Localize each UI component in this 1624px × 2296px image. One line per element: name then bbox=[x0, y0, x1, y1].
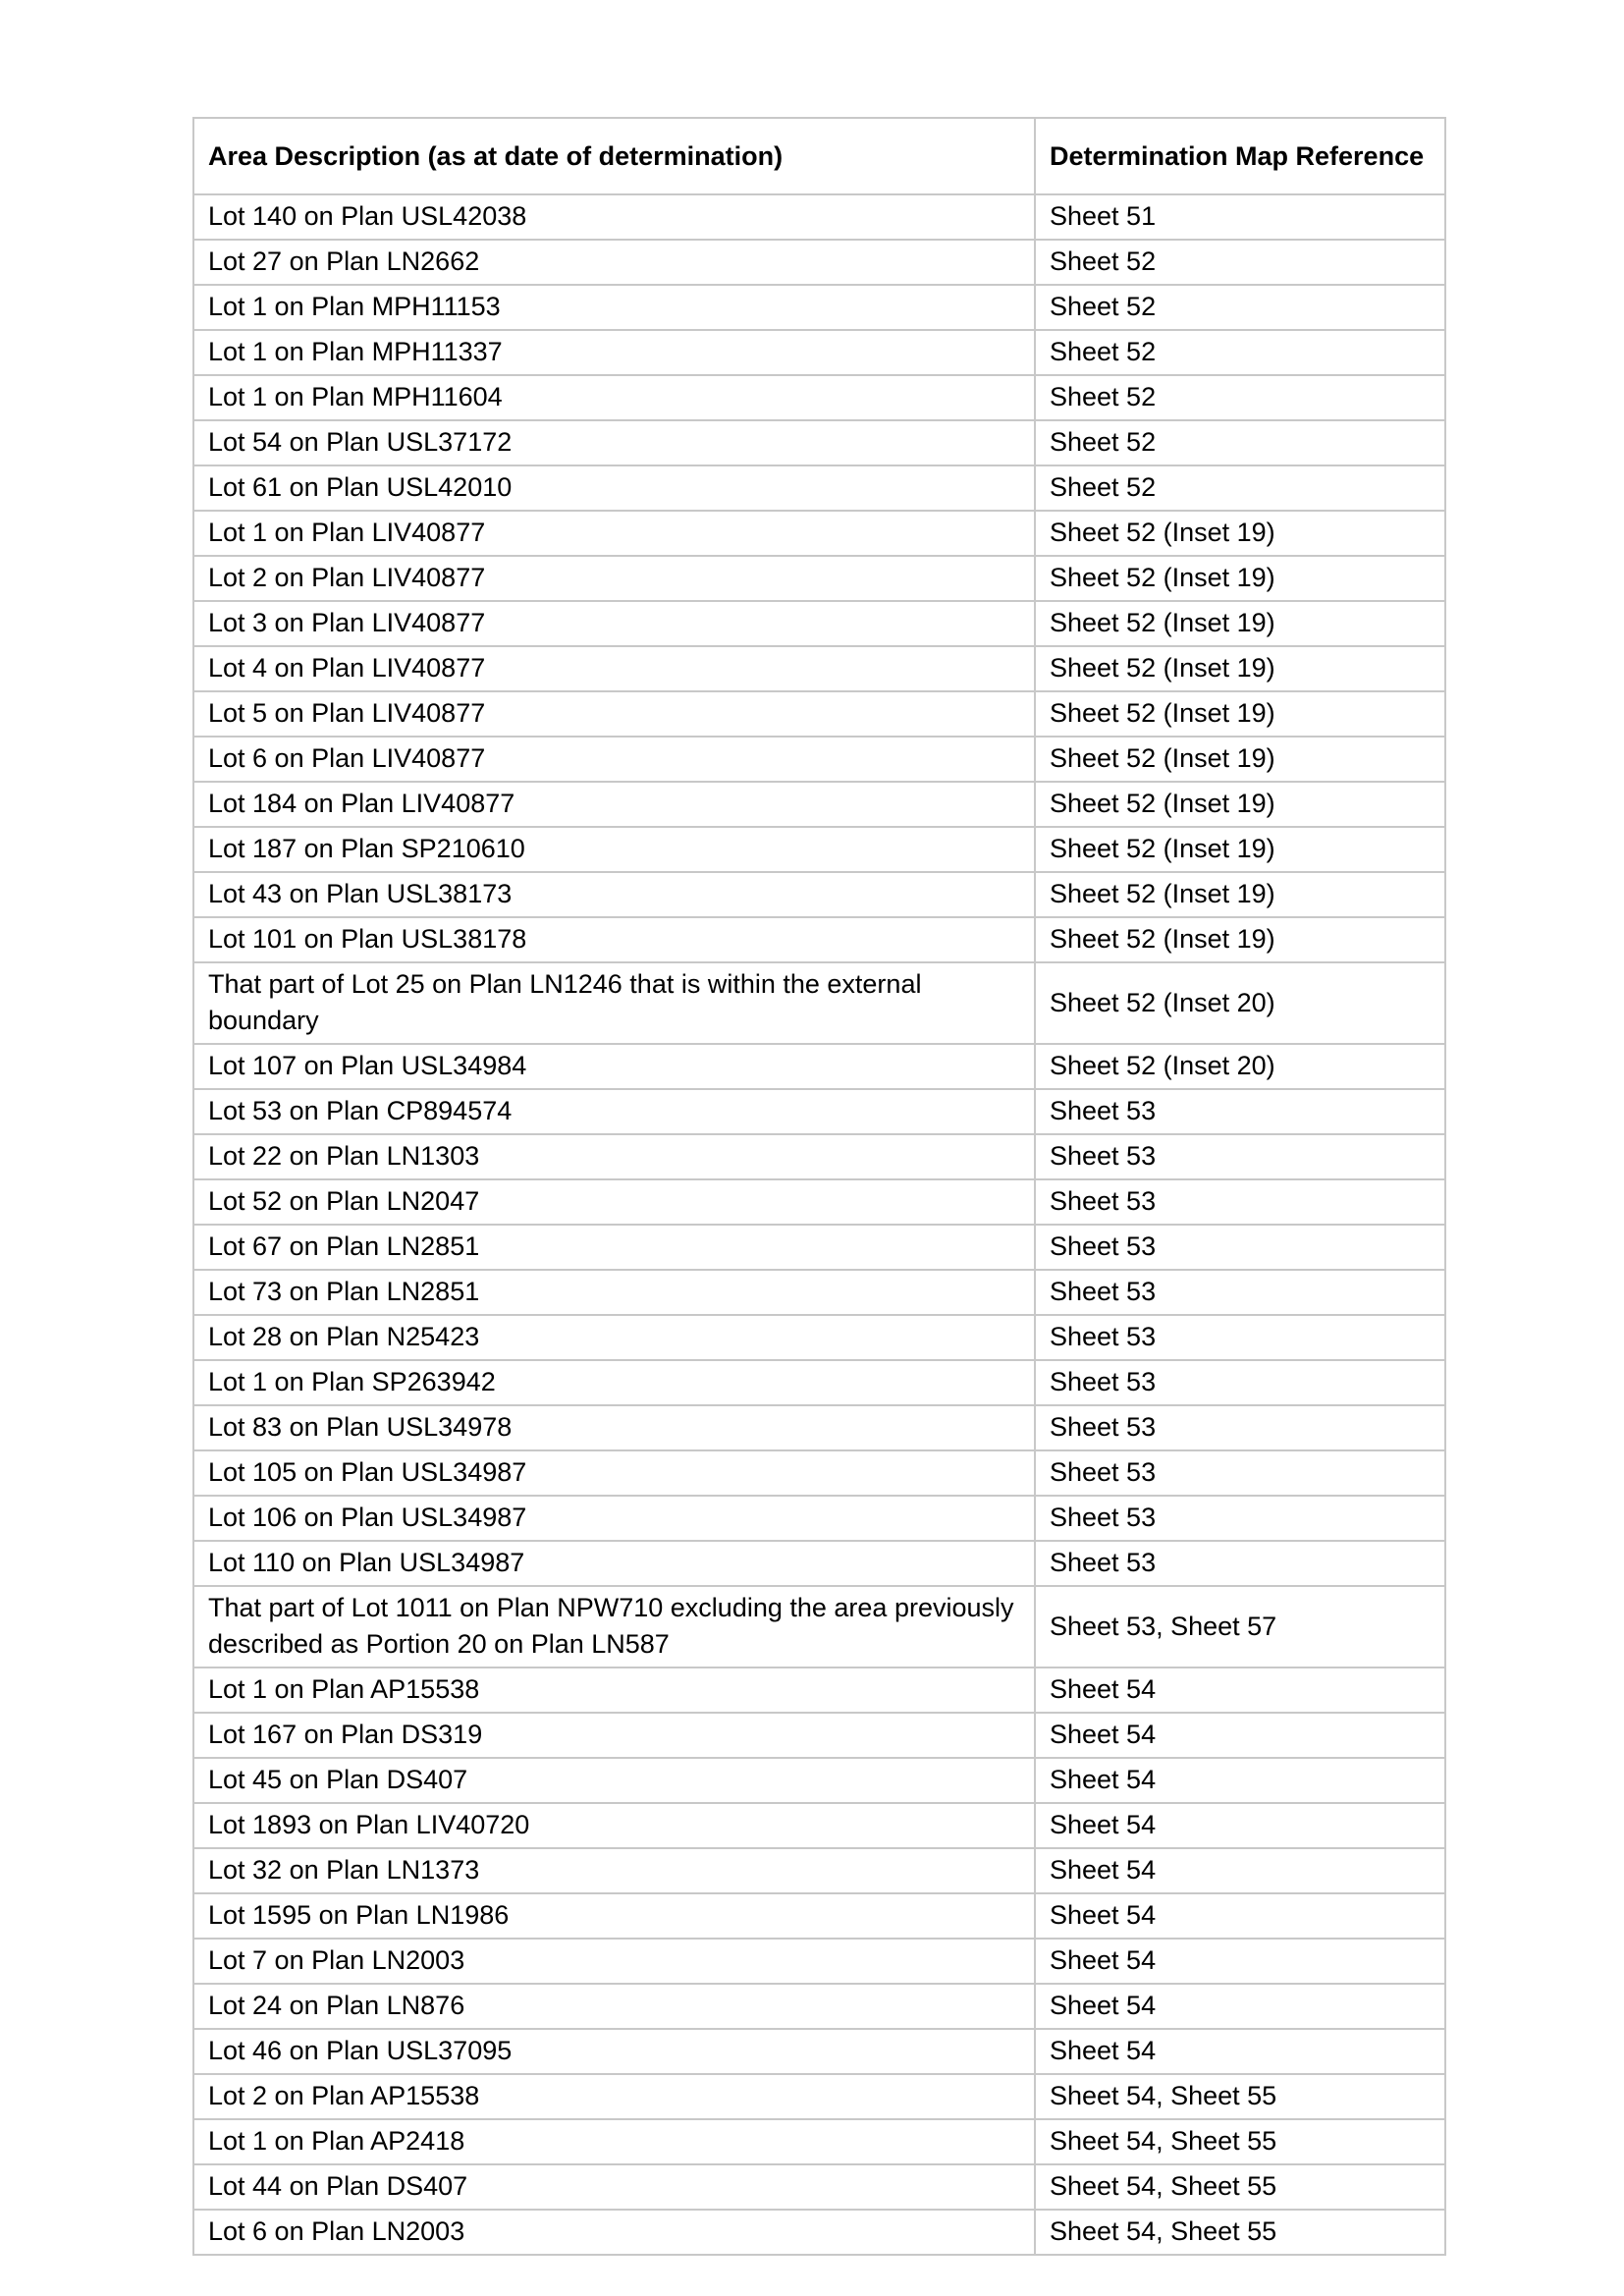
area-description-cell: Lot 1 on Plan AP2418 bbox=[193, 2119, 1035, 2164]
map-reference-cell: Sheet 52 (Inset 19) bbox=[1035, 511, 1445, 556]
table-row bbox=[193, 1848, 1445, 1893]
map-reference-cell: Sheet 53 bbox=[1035, 1134, 1445, 1179]
table-row bbox=[193, 691, 1445, 737]
table-row bbox=[193, 1134, 1445, 1179]
table-row bbox=[193, 2029, 1445, 2074]
map-reference-cell: Sheet 51 bbox=[1035, 194, 1445, 240]
area-description-cell: Lot 46 on Plan USL37095 bbox=[193, 2029, 1035, 2074]
area-description-cell: Lot 105 on Plan USL34987 bbox=[193, 1450, 1035, 1496]
table-row bbox=[193, 375, 1445, 420]
table-row bbox=[193, 646, 1445, 691]
area-description-cell: Lot 3 on Plan LIV40877 bbox=[193, 601, 1035, 646]
table-row bbox=[193, 1713, 1445, 1758]
map-reference-cell: Sheet 52 bbox=[1035, 375, 1445, 420]
map-reference-cell: Sheet 52 (Inset 19) bbox=[1035, 737, 1445, 782]
map-reference-cell: Sheet 52 bbox=[1035, 330, 1445, 375]
area-description-cell: Lot 54 on Plan USL37172 bbox=[193, 420, 1035, 465]
table-row bbox=[193, 1089, 1445, 1134]
table-row bbox=[193, 1044, 1445, 1089]
map-reference-cell: Sheet 52 (Inset 20) bbox=[1035, 1044, 1445, 1089]
area-description-cell: Lot 6 on Plan LN2003 bbox=[193, 2210, 1035, 2255]
table-row bbox=[193, 2119, 1445, 2164]
table-row bbox=[193, 1496, 1445, 1541]
area-description-cell: Lot 32 on Plan LN1373 bbox=[193, 1848, 1035, 1893]
table-row bbox=[193, 737, 1445, 782]
map-reference-cell: Sheet 54 bbox=[1035, 1848, 1445, 1893]
map-reference-cell: Sheet 52 (Inset 19) bbox=[1035, 601, 1445, 646]
area-description-cell: That part of Lot 1011 on Plan NPW710 excluding the area previously described as Portion 20 on Plan LN587 bbox=[193, 1586, 1035, 1667]
header-map-reference: Determination Map Reference bbox=[1035, 118, 1445, 194]
header-area-description: Area Description (as at date of determination) bbox=[193, 118, 1035, 194]
area-description-cell: Lot 2 on Plan AP15538 bbox=[193, 2074, 1035, 2119]
map-reference-cell: Sheet 54 bbox=[1035, 2029, 1445, 2074]
map-reference-cell: Sheet 52 (Inset 19) bbox=[1035, 691, 1445, 737]
table-row bbox=[193, 511, 1445, 556]
area-description-cell: Lot 27 on Plan LN2662 bbox=[193, 240, 1035, 285]
map-reference-cell: Sheet 53 bbox=[1035, 1450, 1445, 1496]
map-reference-cell: Sheet 52 bbox=[1035, 420, 1445, 465]
area-description-cell: Lot 107 on Plan USL34984 bbox=[193, 1044, 1035, 1089]
table-row bbox=[193, 2074, 1445, 2119]
table-row bbox=[193, 285, 1445, 330]
map-reference-cell: Sheet 52 bbox=[1035, 465, 1445, 511]
map-reference-cell: Sheet 53, Sheet 57 bbox=[1035, 1586, 1445, 1667]
table-row bbox=[193, 1939, 1445, 1984]
map-reference-cell: Sheet 54, Sheet 55 bbox=[1035, 2210, 1445, 2255]
map-reference-cell: Sheet 53 bbox=[1035, 1405, 1445, 1450]
table-row bbox=[193, 194, 1445, 240]
table-row bbox=[193, 1586, 1445, 1667]
map-reference-cell: Sheet 54 bbox=[1035, 1893, 1445, 1939]
map-reference-cell: Sheet 53 bbox=[1035, 1225, 1445, 1270]
map-reference-cell: Sheet 52 (Inset 19) bbox=[1035, 646, 1445, 691]
area-description-cell: Lot 1595 on Plan LN1986 bbox=[193, 1893, 1035, 1939]
table-row bbox=[193, 2164, 1445, 2210]
map-reference-cell: Sheet 52 (Inset 19) bbox=[1035, 556, 1445, 601]
area-description-cell: Lot 6 on Plan LIV40877 bbox=[193, 737, 1035, 782]
area-description-cell: Lot 1 on Plan MPH11337 bbox=[193, 330, 1035, 375]
table-row bbox=[193, 330, 1445, 375]
table-row bbox=[193, 1179, 1445, 1225]
map-reference-cell: Sheet 52 (Inset 19) bbox=[1035, 782, 1445, 827]
area-description-cell: Lot 106 on Plan USL34987 bbox=[193, 1496, 1035, 1541]
table-row bbox=[193, 1541, 1445, 1586]
table-row bbox=[193, 1758, 1445, 1803]
area-description-cell: Lot 187 on Plan SP210610 bbox=[193, 827, 1035, 872]
map-reference-cell: Sheet 54, Sheet 55 bbox=[1035, 2074, 1445, 2119]
table-row bbox=[193, 1225, 1445, 1270]
table-row bbox=[193, 240, 1445, 285]
area-description-cell: Lot 7 on Plan LN2003 bbox=[193, 1939, 1035, 1984]
map-reference-cell: Sheet 54, Sheet 55 bbox=[1035, 2119, 1445, 2164]
map-reference-cell: Sheet 52 (Inset 19) bbox=[1035, 917, 1445, 962]
map-reference-cell: Sheet 54 bbox=[1035, 1667, 1445, 1713]
table-row bbox=[193, 601, 1445, 646]
area-description-cell: Lot 52 on Plan LN2047 bbox=[193, 1179, 1035, 1225]
area-description-cell: Lot 167 on Plan DS319 bbox=[193, 1713, 1035, 1758]
map-reference-cell: Sheet 53 bbox=[1035, 1360, 1445, 1405]
area-description-cell: Lot 22 on Plan LN1303 bbox=[193, 1134, 1035, 1179]
map-reference-cell: Sheet 52 (Inset 19) bbox=[1035, 827, 1445, 872]
area-description-cell: Lot 184 on Plan LIV40877 bbox=[193, 782, 1035, 827]
table-row bbox=[193, 782, 1445, 827]
table-row bbox=[193, 1984, 1445, 2029]
map-reference-cell: Sheet 52 (Inset 20) bbox=[1035, 962, 1445, 1044]
table-row bbox=[193, 420, 1445, 465]
table-row bbox=[193, 1405, 1445, 1450]
area-description-cell: Lot 43 on Plan USL38173 bbox=[193, 872, 1035, 917]
table-row bbox=[193, 962, 1445, 1044]
area-description-cell: That part of Lot 25 on Plan LN1246 that is within the external boundary bbox=[193, 962, 1035, 1044]
table-row bbox=[193, 872, 1445, 917]
map-reference-cell: Sheet 52 (Inset 19) bbox=[1035, 872, 1445, 917]
area-description-cell: Lot 1 on Plan SP263942 bbox=[193, 1360, 1035, 1405]
map-reference-cell: Sheet 53 bbox=[1035, 1496, 1445, 1541]
table-row bbox=[193, 917, 1445, 962]
map-reference-cell: Sheet 53 bbox=[1035, 1541, 1445, 1586]
map-reference-cell: Sheet 54 bbox=[1035, 1984, 1445, 2029]
area-description-cell: Lot 1 on Plan LIV40877 bbox=[193, 511, 1035, 556]
area-description-cell: Lot 5 on Plan LIV40877 bbox=[193, 691, 1035, 737]
area-description-cell: Lot 83 on Plan USL34978 bbox=[193, 1405, 1035, 1450]
table-row bbox=[193, 556, 1445, 601]
area-description-cell: Lot 1 on Plan AP15538 bbox=[193, 1667, 1035, 1713]
table-row bbox=[193, 1270, 1445, 1315]
map-reference-cell: Sheet 54 bbox=[1035, 1713, 1445, 1758]
table-row bbox=[193, 1667, 1445, 1713]
map-reference-cell: Sheet 54 bbox=[1035, 1803, 1445, 1848]
map-reference-cell: Sheet 53 bbox=[1035, 1179, 1445, 1225]
area-description-cell: Lot 67 on Plan LN2851 bbox=[193, 1225, 1035, 1270]
table-row bbox=[193, 827, 1445, 872]
area-description-cell: Lot 24 on Plan LN876 bbox=[193, 1984, 1035, 2029]
map-reference-cell: Sheet 52 bbox=[1035, 285, 1445, 330]
map-reference-cell: Sheet 52 bbox=[1035, 240, 1445, 285]
area-description-cell: Lot 1 on Plan MPH11604 bbox=[193, 375, 1035, 420]
map-reference-cell: Sheet 53 bbox=[1035, 1089, 1445, 1134]
area-description-cell: Lot 53 on Plan CP894574 bbox=[193, 1089, 1035, 1134]
area-description-cell: Lot 1893 on Plan LIV40720 bbox=[193, 1803, 1035, 1848]
map-reference-cell: Sheet 54 bbox=[1035, 1758, 1445, 1803]
table-header-row bbox=[193, 118, 1445, 194]
area-description-cell: Lot 28 on Plan N25423 bbox=[193, 1315, 1035, 1360]
area-description-cell: Lot 73 on Plan LN2851 bbox=[193, 1270, 1035, 1315]
table-row bbox=[193, 1450, 1445, 1496]
map-reference-cell: Sheet 53 bbox=[1035, 1270, 1445, 1315]
area-description-cell: Lot 1 on Plan MPH11153 bbox=[193, 285, 1035, 330]
area-description-cell: Lot 44 on Plan DS407 bbox=[193, 2164, 1035, 2210]
determination-table bbox=[192, 117, 1446, 2256]
area-description-cell: Lot 2 on Plan LIV40877 bbox=[193, 556, 1035, 601]
map-reference-cell: Sheet 53 bbox=[1035, 1315, 1445, 1360]
table-row bbox=[193, 2210, 1445, 2255]
table-row bbox=[193, 1803, 1445, 1848]
area-description-cell: Lot 61 on Plan USL42010 bbox=[193, 465, 1035, 511]
area-description-cell: Lot 4 on Plan LIV40877 bbox=[193, 646, 1035, 691]
area-description-cell: Lot 140 on Plan USL42038 bbox=[193, 194, 1035, 240]
area-description-cell: Lot 110 on Plan USL34987 bbox=[193, 1541, 1035, 1586]
table-body bbox=[193, 194, 1445, 2255]
table-row bbox=[193, 1315, 1445, 1360]
area-description-cell: Lot 101 on Plan USL38178 bbox=[193, 917, 1035, 962]
map-reference-cell: Sheet 54 bbox=[1035, 1939, 1445, 1984]
area-description-cell: Lot 45 on Plan DS407 bbox=[193, 1758, 1035, 1803]
table-row bbox=[193, 1893, 1445, 1939]
table-row bbox=[193, 465, 1445, 511]
map-reference-cell: Sheet 54, Sheet 55 bbox=[1035, 2164, 1445, 2210]
table-row bbox=[193, 1360, 1445, 1405]
